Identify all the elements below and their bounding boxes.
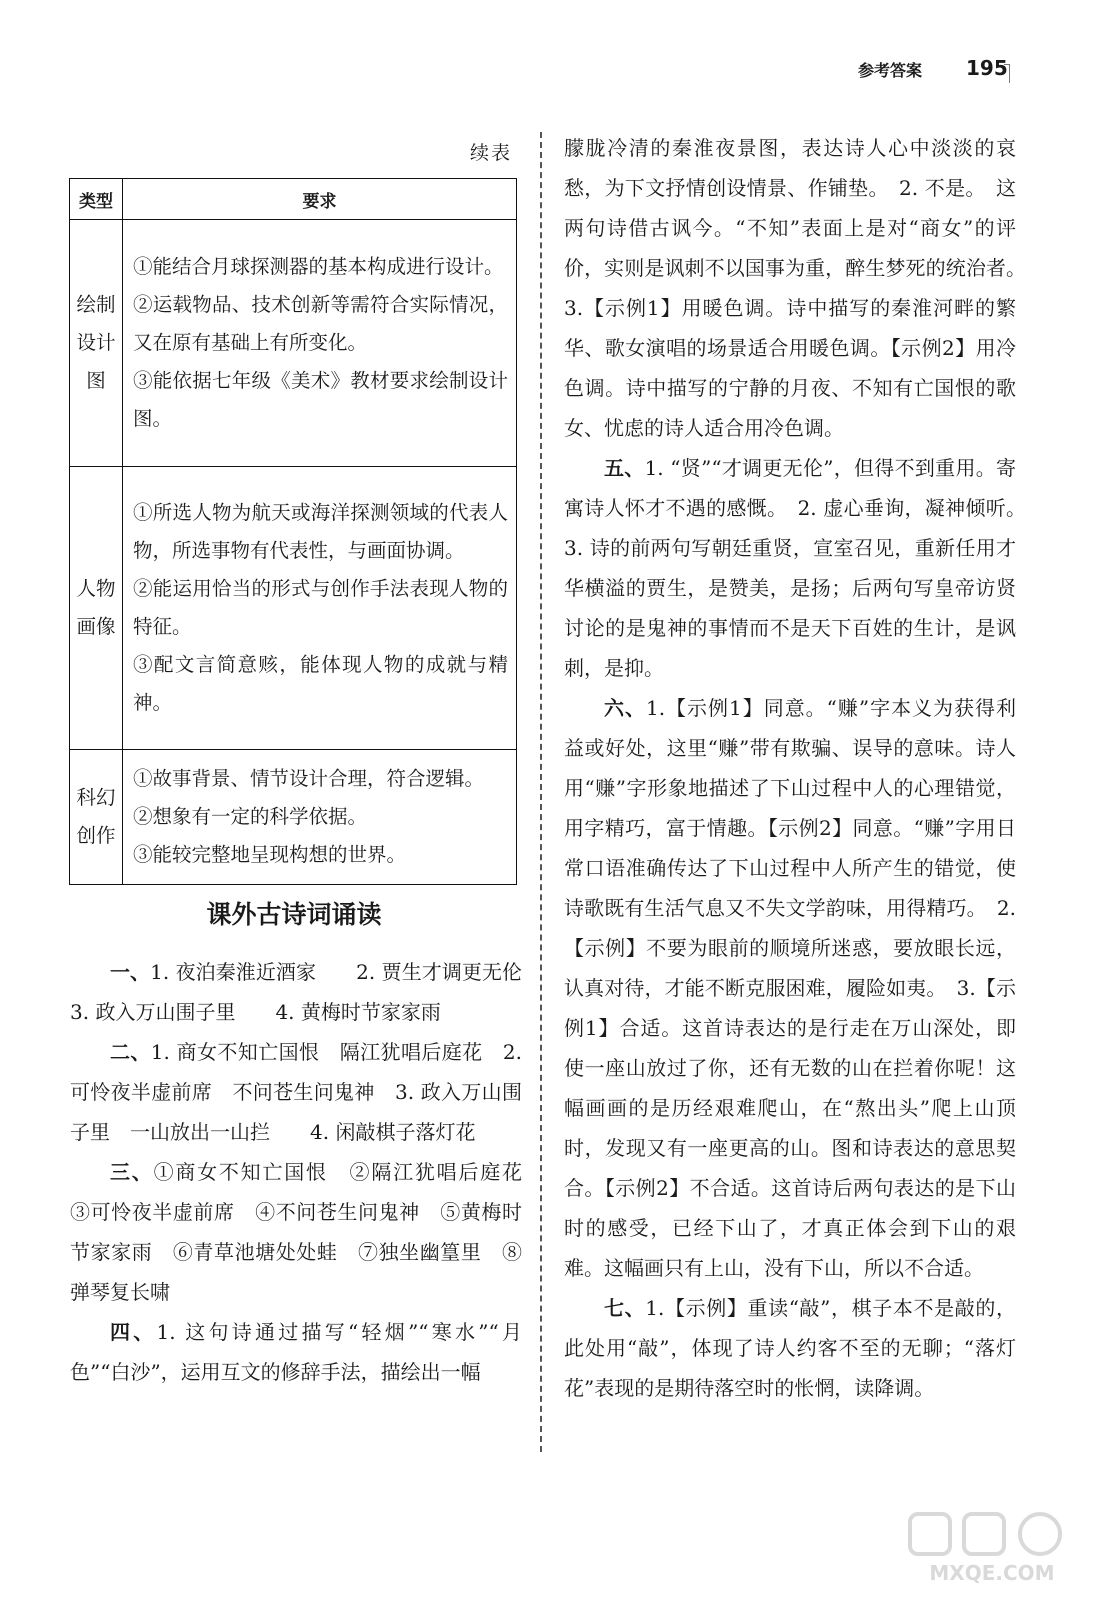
row-requirements	[123, 750, 517, 885]
requirements-table	[69, 178, 517, 885]
table-row	[70, 220, 517, 467]
page-number: 195	[966, 56, 1008, 80]
table-row	[70, 467, 517, 750]
answer-paragraph	[70, 1312, 522, 1392]
row-requirements	[123, 467, 517, 750]
answer-text: 1. “贤”“才调更无伦”，但得不到重用。寄寓诗人怀才不遇的感慨。 2. 虚心垂询，凝神倾听。 3. 诗的前两句写朝廷重贤，宣室召见，重新任用才华横溢的贾生，是赞美，是扬；后两句写皇帝访贤讨论的是鬼神的事情而不是天下百姓的生计，是讽刺，是抑。	[564, 456, 1036, 680]
answer-text: 1.【示例1】同意。“赚”字本义为获得利益或好处，这里“赚”带有欺骗、误导的意味。诗人用“赚”字形象地描述了下山过程中人的心理错觉，用字精巧，富于情趣。【示例2】同意。“赚”字用日常口语准确传达了下山过程中人所产生的错觉，使诗歌既有生活气息又不失文学韵味，用得精巧。 2.【示例】不要为眼前的顺境所迷惑，要放眼长远，认真对待，才能不断克服困难，履险如夷。 3.【示例1】合适。这首诗表达的是行走在万山深处，即使一座山放过了你，还有无数的山在拦着你呢！这幅画画的是历经艰难爬山，在“熬出头”爬上山顶时，发现又有一座更高的山。图和诗表达的意思契合。【示例2】不合适。这首诗后两句表达的是下山时的感受，已经下山了，才真正体会到下山的艰难。这幅画只有上山，没有下山，所以不合适。	[564, 696, 1017, 1280]
answer-text: 1.【示例】重读“敲”，棋子本不是敲的，此处用“敲”，体现了诗人约客不至的无聊；“落灯花”表现的是期待落空时的怅惘，读降调。	[564, 1296, 1017, 1400]
table-row	[70, 750, 517, 885]
requirement-item: ①所选人物为航天或海洋探测领域的代表人物，所选事物有代表性，与画面协调。	[133, 501, 508, 562]
answer-paragraph	[564, 1288, 1016, 1408]
left-answer-column	[70, 952, 543, 1392]
requirement-item: ③能较完整地呈现构想的世界。	[133, 843, 407, 866]
table-continued-label: 续表	[470, 142, 513, 164]
watermark-shape	[910, 1514, 950, 1554]
answer-paragraph	[70, 1032, 522, 1152]
watermark-shape	[1020, 1514, 1060, 1554]
requirement-item: ③能依据七年级《美术》教材要求绘制设计图。	[133, 369, 508, 430]
watermark-shape	[964, 1514, 1004, 1554]
table-header-row	[70, 179, 517, 220]
question-number: 二、	[110, 1040, 151, 1064]
answer-paragraph	[564, 688, 1016, 1288]
requirement-item: ②想象有一定的科学依据。	[133, 805, 368, 828]
question-number: 一、	[110, 960, 151, 984]
answer-paragraph	[70, 1152, 543, 1312]
header-requirement: 要求	[123, 179, 517, 220]
requirement-item: ①能结合月球探测器的基本构成进行设计。	[133, 255, 504, 278]
column-divider	[540, 132, 542, 1452]
row-type: 科幻创作	[70, 750, 123, 885]
answer-text: ①商女不知亡国恨 ②隔江犹唱后庭花 ③可怜夜半虚前席 ④不问苍生问鬼神 ⑤黄梅时节家家雨 ⑥青草池塘处处蛙 ⑦独坐幽篁里 ⑧弹琴复长啸	[70, 1160, 543, 1304]
requirement-item: ②运载物品、技术创新等需符合实际情况，又在原有基础上有所变化。	[133, 293, 508, 354]
question-number: 六、	[604, 696, 646, 720]
watermark-text: MXQE.COM	[929, 1561, 1055, 1585]
answer-text: 1. 夜泊秦淮近酒家 2. 贾生才调更无伦 3. 政入万山围子里 4. 黄梅时节家家雨	[70, 960, 542, 1024]
row-type: 人物画像	[70, 467, 123, 750]
row-type: 绘制设计图	[70, 220, 123, 467]
question-number: 五、	[604, 456, 645, 480]
answer-text: 1. 这句诗通过描写“轻烟”“寒水”“月色”“白沙”，运用互文的修辞手法，描绘出一幅	[70, 1320, 523, 1384]
requirement-item: ②能运用恰当的形式与创作手法表现人物的特征。	[133, 577, 508, 638]
right-answer-column	[564, 128, 1036, 1408]
question-number: 三、	[110, 1160, 154, 1184]
question-number: 七、	[604, 1296, 646, 1320]
header-corner-mark	[1004, 64, 1010, 83]
section-title: 课外古诗词诵读	[206, 900, 382, 929]
requirement-item: ③配文言简意赅，能体现人物的成就与精神。	[133, 653, 508, 714]
answer-text: 1. 商女不知亡国恨 隔江犹唱后庭花 2. 可怜夜半虚前席 不问苍生问鬼神 3. 政入万山围子里 一山放出一山拦 4. 闲敲棋子落灯花	[70, 1040, 523, 1144]
answer-paragraph	[564, 448, 1036, 688]
answer-text: 朦胧冷清的秦淮夜景图，表达诗人心中淡淡的哀愁，为下文抒情创设情景、作铺垫。 2. 不是。 这两句诗借古讽今。“不知”表面上是对“商女”的评价，实则是讽刺不以国事为重，醉生梦死的统治者。 3.【示例1】用暖色调。诗中描写的秦淮河畔的繁华、歌女演唱的场景适合用暖色调。【示例2】用冷色调。诗中描写的宁静的月夜、不知有亡国恨的歌女、忧虑的诗人适合用冷色调。	[564, 136, 1036, 440]
question-number: 四、	[110, 1320, 157, 1344]
running-header-title: 参考答案	[858, 61, 923, 80]
watermark-logo	[900, 1508, 1090, 1586]
answer-paragraph	[564, 128, 1036, 448]
answer-paragraph	[70, 952, 542, 1032]
requirement-item: ①故事背景、情节设计合理，符合逻辑。	[133, 767, 485, 790]
row-requirements	[123, 220, 517, 467]
header-type: 类型	[70, 179, 123, 220]
